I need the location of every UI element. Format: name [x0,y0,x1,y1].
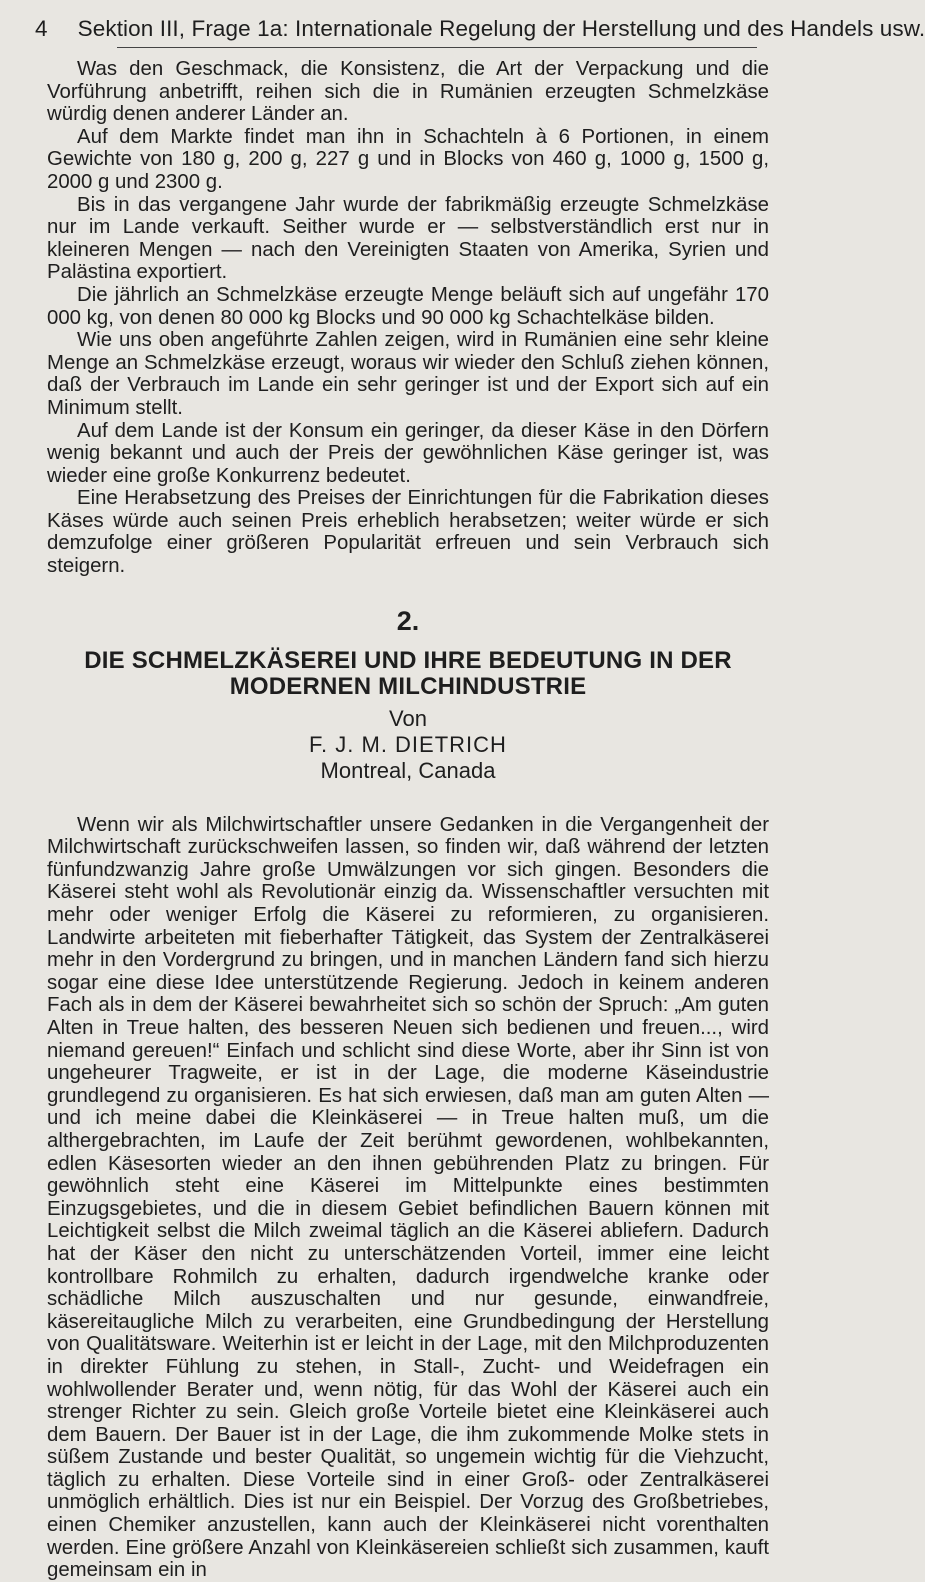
section-title: DIE SCHMELZKÄSEREI UND IHRE BEDEUTUNG IN DER MODERNEN MILCHINDUSTRIE [84,646,732,700]
running-title: Sektion III, Frage 1a: Internationale Regelung der Herstellung und des Handels usw. [77,16,925,41]
author-location: Montreal, Canada [320,757,496,783]
paragraph: Auf dem Lande ist der Konsum ein geringer, da dieser Käse in den Dörfern wenig bekannt und auch der Preis der gewöhnlichen Käse geringer ist, was wieder eine große Konkurrenz bedeutet. [47,419,769,487]
paragraph: Eine Herabsetzung des Preises der Einrichtungen für die Fabrikation dieses Käses würde auch seinen Preis erheblich herabsetzen; weiter würde er sich demzufolge einer größeren Popularität erfreuen und sein Verbrauch sich steigern. [47,487,769,578]
section-number: 2. [396,605,420,636]
paragraph: Wenn wir als Milchwirtschaftler unsere Gedanken in die Vergangenheit der Milchwirtschaft zurückschweifen lassen, so finden wir, daß während der letzten fünfundzwanzig Jahre große Umwälzungen vor sich gingen. Besonders die Käserei steht wohl als Revolutionär einzig da. Wissenschaftler versuchten mit mehr oder weniger Erfolg die Käserei zu reformieren, zu organisieren. Landwirte arbeiteten mit fieberhafter Tätigkeit, das System der Zentralkäserei mehr in den Vordergrund zu bringen, und in manchen Ländern fand sich hierzu sogar eine diese Idee unterstützende Regierung. Jedoch in keinem anderen Fach als in dem der Käserei bewahrheitet sich so schön der Spruch: „Am guten Alten in Treue halten, des besseren Neuen sich bedienen und freuen..., wird niemand gereuen!“ Einfach und schlicht sind diese Worte, aber ihr Sinn ist von ungeheurer Tragweite, er ist in der Lage, die moderne Käseindustrie grundlegend zu organisieren. Es hat sich erwiesen, daß man am guten Alten — und ich meine dabei die Kleinkäserei — in Treue halten muß, um die althergebrachten, im Laufe der Zeit berühmt gewordenen, wohlbekannten, edlen Käsesorten wieder an den ihnen gebührenden Platz zu bringen. Für gewöhnlich steht eine Käserei im Mittelpunkte eines bestimmten Einzugsgebietes, und die in diesem Gebiet befindlichen Bauern können mit Leichtigkeit selbst die Milch zweimal täglich an die Käserei abliefern. Dadurch hat der Käser den nicht zu unterschätzenden Vorteil, immer eine leicht kontrollbare Rohmilch zu erhalten, dadurch irgendwelche kranke oder schädliche Milch auszuschalten und nur gesunde, einwandfreie, käsereitaugliche Milch zu verarbeiten, eine Grundbedingung der Herstellung von Qualitätsware. Weiterhin ist er leicht in der Lage, mit den Milchproduzenten in direkter Fühlung zu stehen, in Stall-, Zucht- und Weidefragen ein wohlwollender Berater und, wenn nötig, für das Wohl der Käserei auch ein strenger Richter zu sein. Gleich große Vorteile bietet eine Kleinkäserei auch dem Bauern. Der Bauer ist in der Lage, die ihm zukommende Molke stets in süßem Zustande und bester Qualität, so ungemein wichtig für die Viehzucht, täglich zu erhalten. Diese Vorteile sind in einer Groß- oder Zentralkäserei unmöglich erhältlich. Dies ist nur ein Beispiel. Der Vorzug des Großbetriebes, einen Chemiker anzustellen, kann auch der Kleinkäserei nicht vorenthalten werden. Eine größere Anzahl von Kleinkäsereien schließt sich zusammen, kauft gemeinsam ein in [47,813,769,1582]
byline-label: Von [389,705,427,731]
paragraph: Auf dem Markte findet man ihn in Schachteln à 6 Portionen, in einem Gewichte von 180 g, 200 g, 227 g und in Blocks von 460 g, 1000 g, 1500 g, 2000 g und 2300 g. [47,125,769,193]
page-number: 4 [35,16,48,41]
paragraph: Die jährlich an Schmelzkäse erzeugte Menge beläuft sich auf ungefähr 170 000 kg, von denen 80 000 kg Blocks und 90 000 kg Schachtelkäse bilden. [47,283,769,329]
essay-text [47,814,769,1582]
paragraph: Wie uns oben angeführte Zahlen zeigen, wird in Rumänien eine sehr kleine Menge an Schmelzkäse erzeugt, woraus wir wieder den Schluß ziehen können, daß der Verbrauch im Lande ein sehr geringer ist und der Export sich auf ein Minimum stellt. [47,329,769,419]
paragraph: Bis in das vergangene Jahr wurde der fabrikmäßig erzeugte Schmelzkäse nur im Lande verkauft. Seither wurde er — selbstverständlich erst nur in kleineren Mengen — nach den Vereinigten Staaten von Amerika, Syrien und Palästina exportiert. [47,193,769,284]
paragraph: Was den Geschmack, die Konsistenz, die Art der Verpackung und die Vorführung anbetrifft, reihen sich die in Rumänien erzeugten Schmelzkäse würdig denen anderer Länder an. [47,58,769,126]
running-header [35,14,925,44]
header-rule [117,47,757,48]
intro-text [47,58,769,578]
author-name: F. J. M. DIETRICH [309,731,507,757]
